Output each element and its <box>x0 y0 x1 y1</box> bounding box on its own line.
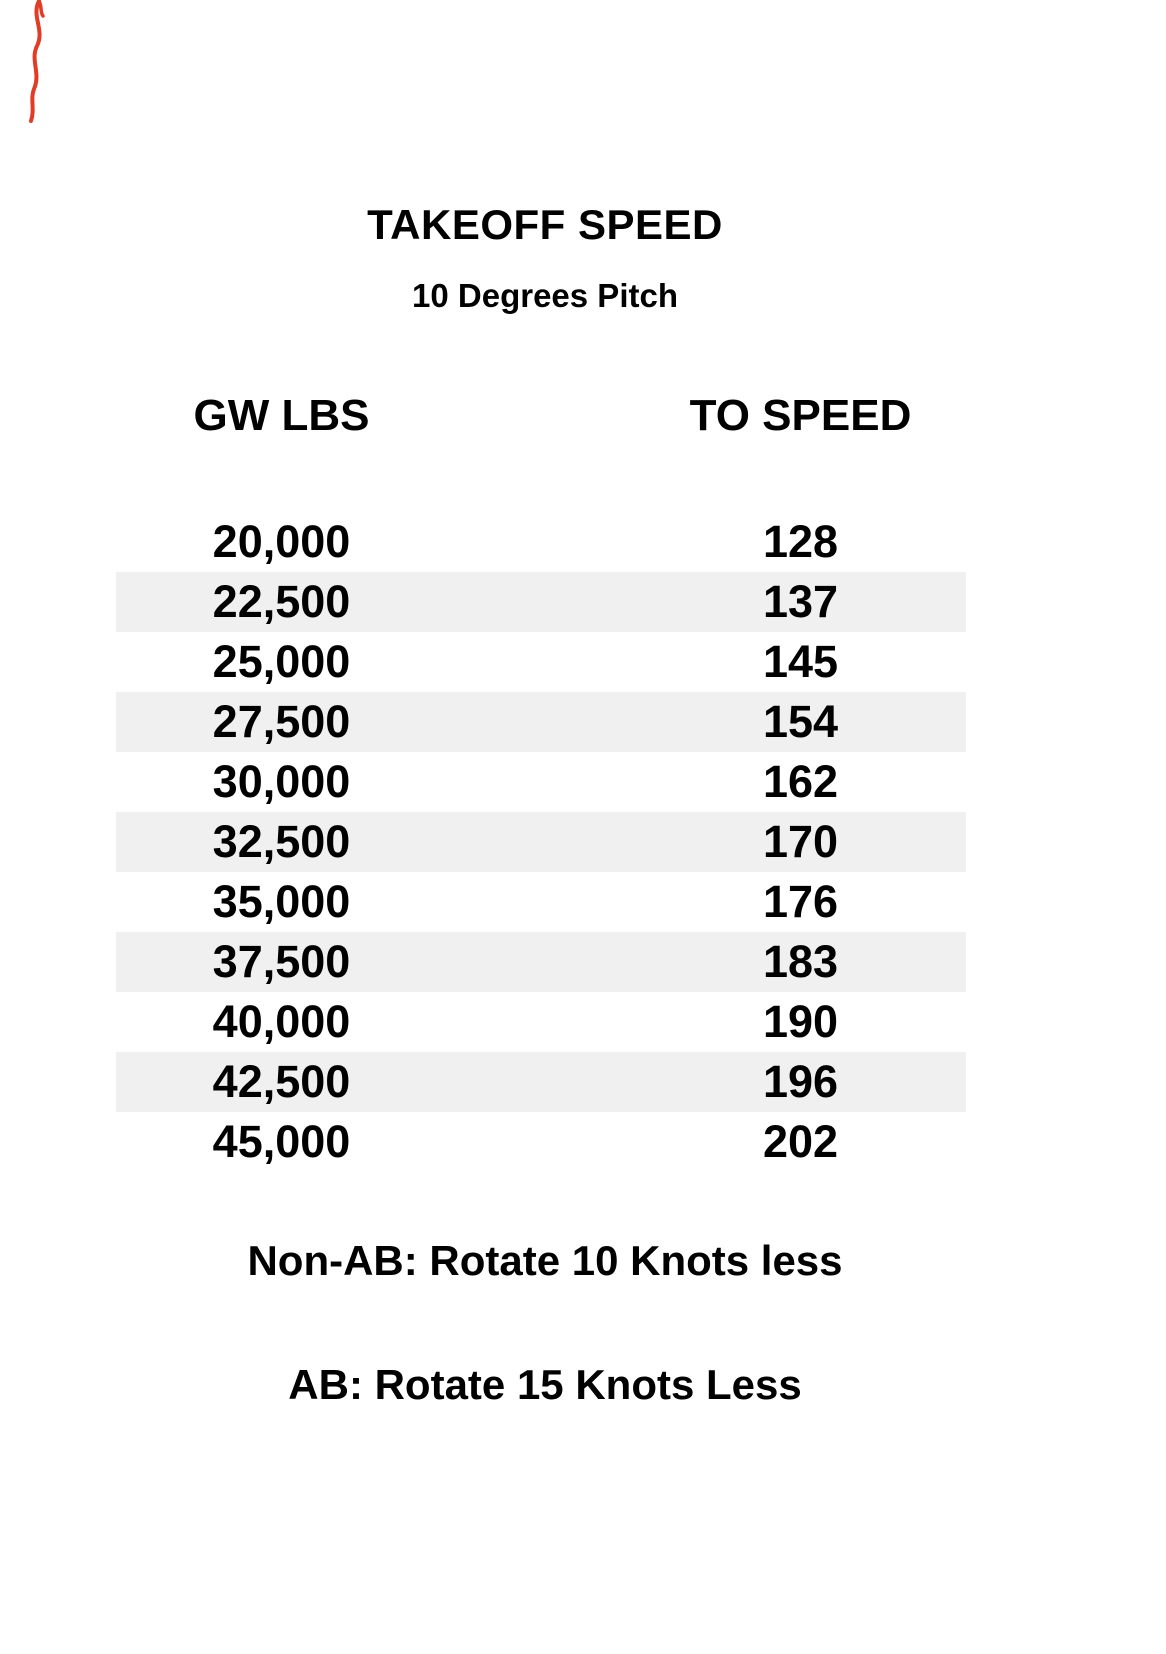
red-scribble-annotation-icon <box>22 0 60 124</box>
note-ab: AB: Rotate 15 Knots Less <box>288 1361 802 1408</box>
column-header-speed: TO SPEED <box>689 391 912 440</box>
page-subtitle: 10 Degrees Pitch <box>412 277 678 314</box>
note-non-ab: Non-AB: Rotate 10 Knots less <box>247 1237 843 1284</box>
table-row <box>116 692 966 752</box>
takeoff-speed-table <box>116 512 966 1172</box>
speed-value: 176 <box>762 876 839 927</box>
table-row <box>116 1052 966 1112</box>
table-row <box>116 932 966 992</box>
speed-value: 183 <box>762 936 839 987</box>
gw-value: 32,500 <box>212 816 351 867</box>
table-header-row <box>116 392 966 440</box>
speed-value: 202 <box>762 1116 839 1167</box>
table-row <box>116 992 966 1052</box>
gw-value: 37,500 <box>212 936 351 987</box>
table-row <box>116 752 966 812</box>
column-header-gw: GW LBS <box>193 391 370 440</box>
gw-value: 22,500 <box>212 576 351 627</box>
speed-value: 145 <box>762 636 839 687</box>
table-row <box>116 572 966 632</box>
gw-value: 30,000 <box>212 756 351 807</box>
table-row <box>116 872 966 932</box>
speed-value: 137 <box>762 576 839 627</box>
speed-value: 162 <box>762 756 839 807</box>
speed-value: 128 <box>762 516 839 567</box>
gw-value: 20,000 <box>212 516 351 567</box>
speed-value: 190 <box>762 996 839 1047</box>
speed-value: 196 <box>762 1056 839 1107</box>
table-row <box>116 812 966 872</box>
page-title: TAKEOFF SPEED <box>367 201 723 248</box>
gw-value: 45,000 <box>212 1116 351 1167</box>
table-row <box>116 512 966 572</box>
gw-value: 42,500 <box>212 1056 351 1107</box>
table-row <box>116 632 966 692</box>
table-row <box>116 1112 966 1172</box>
gw-value: 25,000 <box>212 636 351 687</box>
speed-value: 154 <box>762 696 839 747</box>
speed-value: 170 <box>762 816 839 867</box>
gw-value: 27,500 <box>212 696 351 747</box>
gw-value: 35,000 <box>212 876 351 927</box>
gw-value: 40,000 <box>212 996 351 1047</box>
